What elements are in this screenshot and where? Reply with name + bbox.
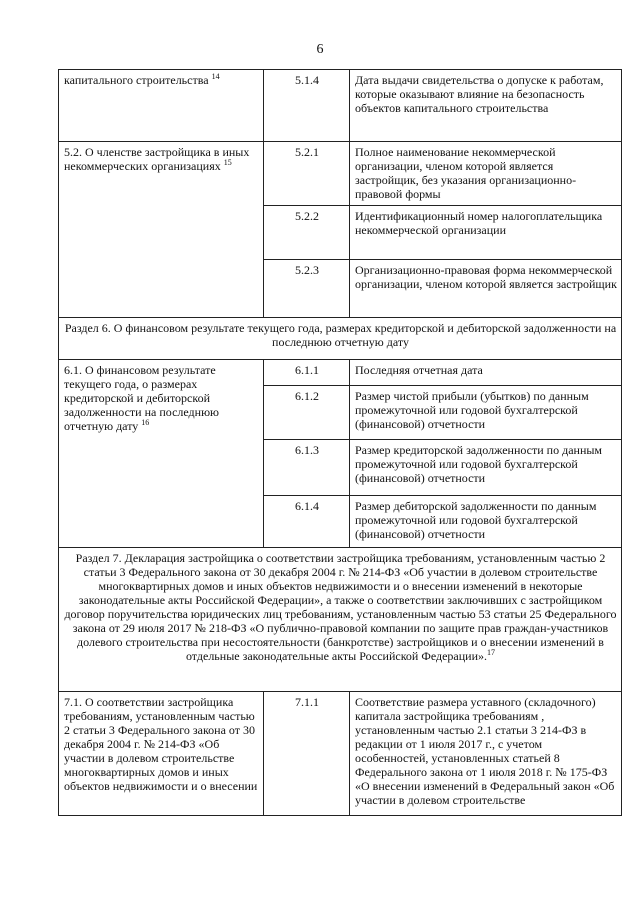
item-description: Идентификационный номер налогоплательщика некоммерческой организации bbox=[350, 206, 622, 260]
item-description: Размер дебиторской задолженности по данным промежуточной или годовой бухгалтерской (финансовой) отчетности bbox=[350, 496, 622, 548]
group-label: 6.1. О финансовом результате текущего года, о размерах кредиторской и дебиторской задолженности на последнюю отчетную дату bbox=[64, 363, 220, 433]
group-label: 5.2. О членстве застройщика в иных некоммерческих организациях bbox=[64, 145, 250, 173]
table-row bbox=[59, 692, 622, 816]
row-label: капитального строительства bbox=[64, 73, 209, 87]
item-number: 6.1.1 bbox=[264, 360, 350, 386]
item-number: 5.2.3 bbox=[264, 260, 350, 318]
group-label-cell bbox=[59, 360, 264, 548]
row-label-cell bbox=[59, 70, 264, 142]
item-number: 7.1.1 bbox=[264, 692, 350, 816]
item-number: 6.1.2 bbox=[264, 386, 350, 440]
item-description: Соответствие размера уставного (складочного) капитала застройщика требованиям , установленным частью 2.1 статьи 3 214-ФЗ в редакции от 1 июля 2017 г., с учетом особенностей, установленных статьей 8 Федерального закона от 1 июля 2018 г. № 175-ФЗ «О внесении изменений в Федеральный закон «Об участии в долевом строительстве bbox=[350, 692, 622, 816]
section-7-text: Раздел 7. Декларация застройщика о соответствии застройщика требованиям, установленным частью 2 статьи 3 Федерального закона от 30 декабря 2004 г. № 214-ФЗ «Об участии в долевом строительстве многоквартирных домов и иных объектов недвижимости и о внесении изменений в некоторые законодательные акты Российской Федерации», а также о соответствии заключивших с застройщиком договор поручительства юридических лиц требованиям, установленным частью 53 статьи 25 Федерального закона от 29 июля 2017 № 218-ФЗ «О публично-правовой компании по защите прав граждан-участников долевого строительства при несостоятельности (банкротстве) застройщиков и о внесении изменений в отдельные законодательные акты Российской Федерации». bbox=[64, 551, 617, 663]
item-number: 6.1.4 bbox=[264, 496, 350, 548]
item-number: 5.2.2 bbox=[264, 206, 350, 260]
item-description: Полное наименование некоммерческой организации, членом которой является застройщик, без указания организационно-правовой формы bbox=[350, 142, 622, 206]
page-number: 6 bbox=[316, 42, 324, 57]
footnote-ref: 17 bbox=[487, 648, 496, 657]
section-7-heading bbox=[59, 548, 622, 692]
group-label-cell bbox=[59, 142, 264, 318]
item-description: Организационно-правовая форма некоммерческой организации, членом которой является застройщик bbox=[350, 260, 622, 318]
footnote-ref: 15 bbox=[223, 158, 232, 167]
item-number: 6.1.3 bbox=[264, 440, 350, 496]
section-heading-row bbox=[59, 318, 622, 360]
item-description: Последняя отчетная дата bbox=[350, 360, 622, 386]
group-label-cell: 7.1. О соответствии застройщика требованиям, установленным частью 2 статьи 3 Федерального закона от 30 декабря 2004 г. № 214-ФЗ «Об участии в долевом строительстве многоквартирных домов и иных объектов недвижимости и о внесении bbox=[59, 692, 264, 816]
footnote-ref: 16 bbox=[141, 418, 150, 427]
item-description: Размер кредиторской задолженности по данным промежуточной или годовой бухгалтерской (финансовой) отчетности bbox=[350, 440, 622, 496]
declaration-table bbox=[58, 69, 622, 816]
section-heading-row bbox=[59, 548, 622, 692]
section-6-heading: Раздел 6. О финансовом результате текущего года, размерах кредиторской и дебиторской задолженности на последнюю отчетную дату bbox=[59, 318, 622, 360]
table-row bbox=[59, 142, 622, 206]
footnote-ref: 14 bbox=[211, 72, 220, 81]
item-number: 5.2.1 bbox=[264, 142, 350, 206]
table-row bbox=[59, 70, 622, 142]
item-number: 5.1.4 bbox=[264, 70, 350, 142]
item-description: Размер чистой прибыли (убытков) по данным промежуточной или годовой бухгалтерской (финансовой) отчетности bbox=[350, 386, 622, 440]
item-description: Дата выдачи свидетельства о допуске к работам, которые оказывают влияние на безопасность объектов капитального строительства bbox=[350, 70, 622, 142]
table-row bbox=[59, 360, 622, 386]
